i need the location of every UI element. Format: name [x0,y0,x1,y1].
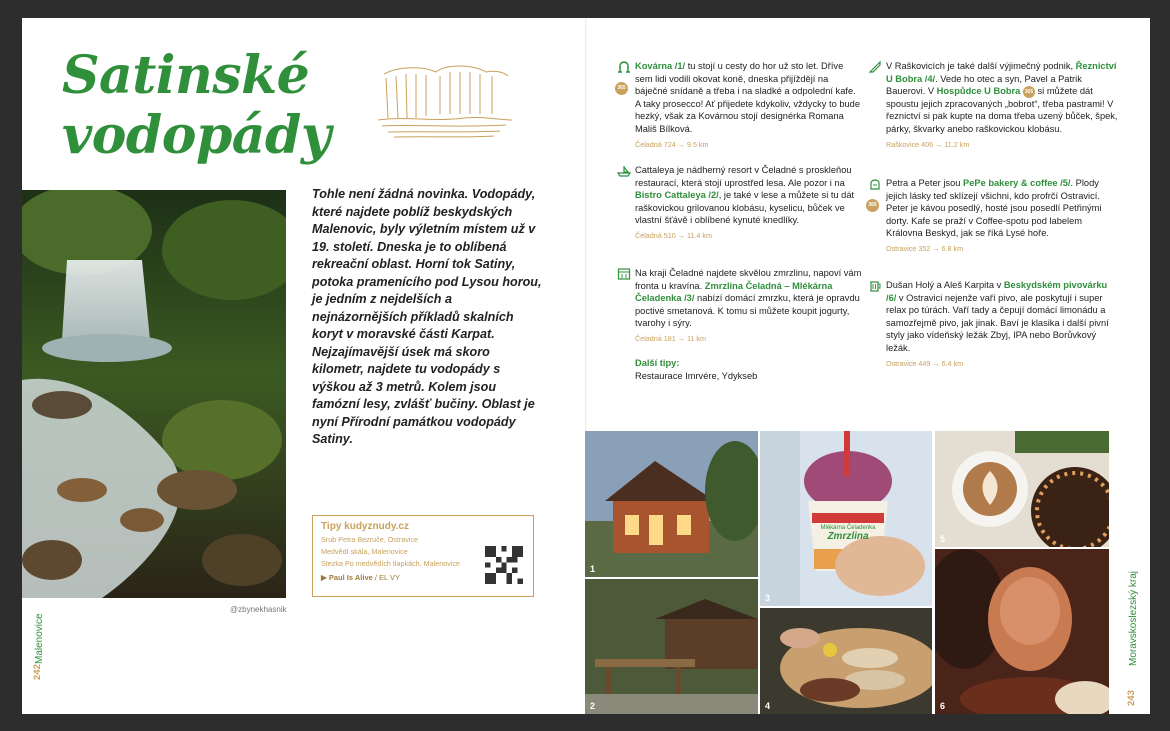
beer-icon [868,279,882,293]
photo-6-chef [935,549,1109,714]
music-artist: Paul Is Alive [328,573,373,582]
entry-text: . Plody jejich lásky teď sklízejí všichni, kdo profrčí Ostravicí. Peter je kávou posedlý, hosté jsou posedlí Petřinými dorty. Kafe se praží v Coffee-spotu pod labelem Královna Beskyd, jak se říká Lysé hoře. [886,178,1102,239]
entry-text: tu stojí u cesty do hor už sto let. Dříve sem lidi vodili okovat koně, dneska přijíždějí na báječné snídaně a třeba i na sladké a odpolední kafe. A taky prosecco! Ať přijedete kdykoliv, vždycky to bude hezký, však za Kovárnou stojí designérka Romana Mališ Bílková. [635,61,860,134]
entry-distance: Ostravice 449 → 6.4 km [886,358,964,368]
entry-distance: Čeladná 181 → 11 km [635,333,706,343]
badge-365: 365 [1023,86,1035,98]
side-label-left: Malenovice [34,613,45,664]
tips-link-1[interactable]: Srub Petra Bezruče, Ostravice [321,535,419,544]
horseshoe-icon [617,60,631,74]
photo-number: 1 [590,564,596,574]
entry-distance: Ostravice 352 → 6.8 km [886,243,964,253]
page-number-left: 242 [32,664,43,680]
photo-number: 3 [765,593,771,603]
entry-name-2[interactable]: Hospůdce U Bobra [936,86,1021,97]
knife-icon [868,60,882,74]
more-tips-text: Restaurace Imrvére, Ydykseb [635,370,758,381]
entry-zmrzlina [635,267,863,346]
entry-text-pre: Petra a Peter jsou [886,178,963,188]
entry-text: v Ostravici nejenže vaří pivo, ale poskytují i super relax po túrách. Vaří tady a čepují domácí limonádu a samozřejmě pivo, jak jinak. Baví je klasika i další pivní styly jako vídeňský ležák Zbyj, IPA nebo Borůvkový ležák. [886,292,1109,353]
entry-text-pre: Dušan Holý a Aleš Karpita v [886,280,1004,290]
badge-365: 365 [866,199,879,212]
entry-cattaleya [635,164,863,243]
badge-365: 365 [615,82,628,95]
photo-number: 2 [590,701,596,711]
entry-name[interactable]: Bistro Cattaleya /2/ [635,190,719,201]
play-icon: ▶ [321,573,327,582]
bread-icon [868,177,882,191]
side-label-right: Moravskoslezský kraj [1128,570,1139,666]
photo-1-cottage [585,431,758,577]
intro-paragraph: Tohle není žádná novinka. Vodopády, které najdete poblíž beskydských Malenovic, byly výletním místem už v 19. století. Dneska je to oblíbená rekreační oblast. Horní tok Satiny, potoka pramenícího pod Lysou horou, je jedním z nejdelších a nejnázornějších příkladů skalních koryt v moravské části Karpat. Nejzajímavější úsek má skoro kilometr, najdete tu vodopády s výškou až 3 metrů. Kolem jsou famózní lesy, zvlášť bučiny. Oblast je nyní Přírodní památkou vodopády Satiny. [312,187,542,446]
entry-distance: Čeladná 510 → 11.4 km [635,230,712,240]
cup-text-2: Zmrzlina [827,531,869,542]
photo-number: 6 [940,701,946,711]
photo-3-ice-cream [760,431,932,606]
cup-label [812,525,884,542]
photo-5-coffee-cake [935,431,1109,547]
magazine-spread [22,18,1150,714]
entry-name[interactable]: Beskydském pivovárku /6/ [886,280,1108,303]
entry-pepe [868,177,1120,256]
tips-title: Tipy kudyznudy.cz [321,521,409,532]
entry-text: si můžete dát spoustu jejich zpracovaných „bobrot“, třeba pastrami! V řeznictví si pak kupte na doma třeba uzený bůček, špek, párky, škvarky anebo raškovickou klobásu. [886,86,1118,134]
entry-text-pre: Na kraji Čeladné najdete skvělou zmrzlinu, napoví vám fronta u kravína. [635,268,862,291]
entry-text-pre: V Raškovicích je také další výjimečný podnik, [886,61,1076,71]
title-line-1: Satinské [62,45,310,106]
music-title: / EL VY [372,573,401,582]
entry-text-pre: Cattaleya je nádherný resort v Čeladné s proskleňou restaurací, která stojí uprostřed lesa. Ale pozor i na [635,165,852,188]
photo-credit: @zbynekhasnik [230,605,287,614]
cup-text-1: Mlékárna Čeladenka [820,525,876,531]
entry-distance: Čeladná 724 → 9.5 km [635,139,709,149]
entry-name[interactable]: PePe bakery & coffee /5/ [963,178,1071,188]
photo-4-sausages [760,608,932,714]
entry-kovarna [617,60,863,151]
waterfall-drawing-icon [374,62,514,140]
page-number-right: 243 [1126,690,1137,706]
more-tips-title: Další tipy: [635,358,680,368]
tips-link-2[interactable]: Medvědí skála, Malenovice [321,547,408,556]
tips-link-3[interactable]: Stezka Po medvědích tlapkách, Malenovice [321,559,461,568]
entry-distance: Raškovice 406 → 11.2 km [886,139,970,149]
photo-number: 5 [940,534,946,544]
more-tips [635,357,863,382]
entry-pivovarek [886,279,1120,370]
page-title [62,46,331,166]
entry-text-mid: . Vede ho otec a syn, Pavel a Patrik Bauerovi. V [886,73,1082,97]
entry-name[interactable]: Řeznictví U Bobra /4/ [886,61,1117,84]
shop-icon [617,267,631,281]
entry-name[interactable]: Zmrzlina Čeladná – Mlékárna Čeladenka /3/ [635,280,833,304]
entry-text: , je také v lese a můžete si tu dát raškovickou grilovanou klobásu, kyselicu, bůček ve vlastní šťávě i oblíbené kynuté knedlíky. [635,190,855,226]
entry-bobr [886,60,1120,151]
qr-code-icon[interactable] [485,546,523,584]
boat-icon [617,164,631,178]
photo-number: 4 [765,701,771,711]
entry-text: nabízí domácí zmrzku, která je opravdu poctivé smetanová. K tomu si můžete koupit jogurty, tvarohy i sýry. [635,293,860,329]
entry-name[interactable]: Kovárna /1/ [635,61,686,71]
photo-2-terrace [585,579,758,714]
tips-box [312,515,534,597]
title-line-2: vodopády [62,105,331,166]
waterfall-photo [22,190,286,598]
